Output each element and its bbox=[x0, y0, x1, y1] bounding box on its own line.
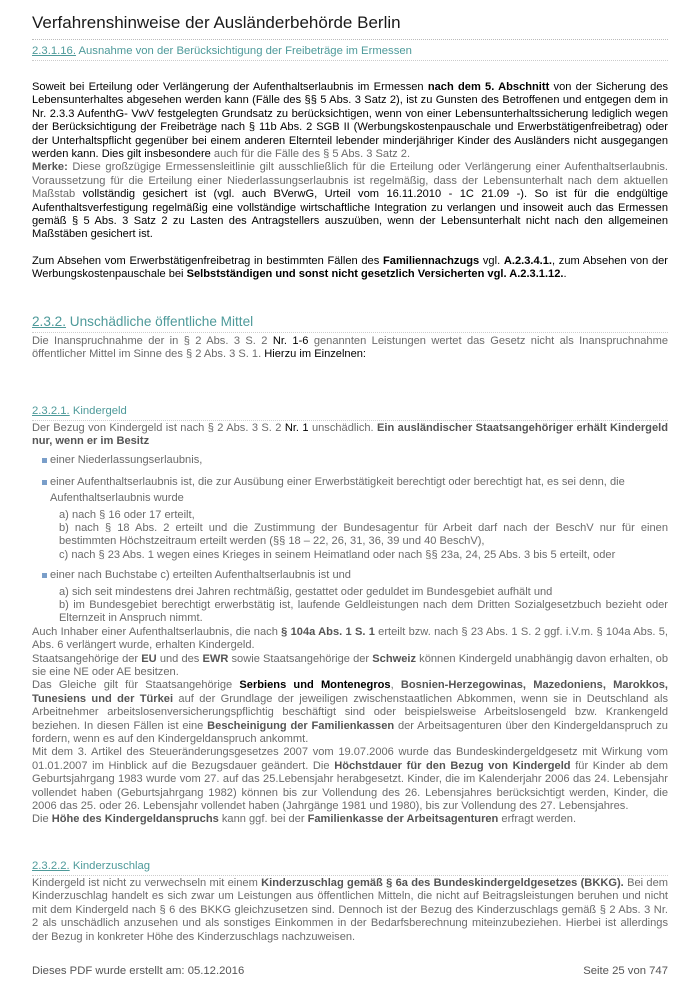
sub-item: b) nach § 18 Abs. 2 erteilt und die Zustimmung der Bundesagentur für Arbeit darf nach der BeschV nur für einen bestimmten Höchstzeitraum erteilt werden (§§ 18 – 22, 26, 31, 36, 39 und 40 BeschV), bbox=[59, 521, 668, 548]
section-title: Kindergeld bbox=[72, 404, 127, 417]
paragraph: Die Höhe des Kindergeldanspruchs kann ggf. bei der Familienkasse der Arbeitsagenturen erfragt werden. bbox=[32, 813, 577, 826]
sub-item: c) nach § 23 Abs. 1 wegen eines Krieges in seinem Heimatland oder nach §§ 23a, 24, 25 Abs. 3 bis 5 erteilt, oder bbox=[59, 548, 616, 561]
paragraph: Zum Absehen vom Erwerbstätigenfreibetrag in bestimmten Fällen des Familiennachzugs vgl. A.2.3.4.1., zum Absehen von der Werbungskostenpauschale bei Selbstständigen und sonst nicht gesetzlich Versicherten vgl. A.2.3.1.12.. bbox=[32, 254, 668, 281]
document-page bbox=[32, 0, 668, 944]
section-heading-2-3-2-2 bbox=[32, 860, 668, 876]
sub-item: a) sich seit mindestens drei Jahren rechtmäßig, gestattet oder geduldet im Bundesgebiet aufhält und bbox=[59, 585, 553, 598]
paragraph: Staatsangehörige der EU und des EWR sowie Staatsangehörige der Schweiz können Kindergeld unabhängig davon erhalten, ob sie eine NE oder AE besitzen. bbox=[32, 652, 668, 678]
section-number-link[interactable]: 2.3.1.16. bbox=[32, 45, 76, 57]
document-title: Verfahrenshinweise der Ausländerbehörde Berlin bbox=[32, 13, 668, 40]
paragraph: Soweit bei Erteilung oder Verlängerung der Aufenthaltserlaubnis im Ermessen nach dem 5. Abschnitt von der Sicherung des Lebensunterhaltes abgesehen werden kann (Fälle des §§ 5 Abs. 3 Satz 2), ist zu Gunsten des Betroffenen und entgegen dem in Nr. 2.3.3 AufenthG- VwV festgelegten Grundsatz zu berücksichtigen, wenn von einer Lebensunterhaltssicherung lediglich wegen der Berücksichtigung der Freibeträge nach § 11b Abs. 2 SGB II (Werbungskostenpauschale und Erwerbstätigenfreibetrag) oder der Unterhaltspflicht gegenüber bei einem anderen Elternteil lebender minderjähriger Kinder des Ausländers nicht ausgegangen werden kann. Dies gilt insbesondere auch für die Fälle des § 5 Abs. 3 Satz 2. bbox=[32, 81, 669, 161]
list-item-continuation: Aufenthaltserlaubnis wurde bbox=[50, 492, 184, 505]
section-number-link[interactable]: 2.3.2.1. bbox=[32, 404, 70, 417]
paragraph: Die Inanspruchnahme der in § 2 Abs. 3 S. 2 Nr. 1-6 genannten Leistungen wertet das Gesetz nicht als Inanspruchnahme öffentlicher Mittel im Sinne des § 2 Abs. 3 S. 1. Hierzu im Einzelnen: bbox=[32, 334, 668, 361]
merke-paragraph: Merke: Diese großzügige Ermessensleitlinie gilt ausschließlich für die Erteilung oder Verlängerung einer Aufenthaltserlaubnis. Voraussetzung für die Erteilung einer Niederlassungserlaubnis ist regelmäßig, dass der Lebensunterhalt nach dem aktuellen Maßstab vollständig gesichert ist (vgl. auch BVerwG, Urteil vom 16.11.2010 - 1C 21.09 -). So ist für die endgültige Aufenthaltsverfestigung regelmäßig eine vollständige wirtschaftliche Integration zu verlangen und insoweit auch das Ermessen gemäß § 5 Abs. 3 Satz 2 zu Lasten des Antragstellers auszuüben, wenn der Lebensunterhalt nicht nach den allgemeinen Maßstäben gesichert ist. bbox=[32, 161, 668, 241]
section-heading-2-3-2-1 bbox=[32, 405, 668, 421]
section-title: Ausnahme von der Berücksichtigung der Freibeträge im Ermessen bbox=[78, 45, 412, 57]
list-item: einer Aufenthaltserlaubnis ist, die zur Ausübung einer Erwerbstätigkeit berechtigt oder berechtigt hat, es sei denn, die bbox=[32, 476, 668, 489]
section-heading-2-3-2 bbox=[32, 314, 668, 333]
section-title: Unschädliche öffentliche Mittel bbox=[69, 313, 254, 329]
bullet-icon bbox=[42, 480, 47, 485]
section-heading-2-3-1-16 bbox=[32, 45, 668, 61]
list-item: einer nach Buchstabe c) erteilten Aufenthaltserlaubnis ist und bbox=[32, 569, 668, 582]
paragraph: Der Bezug von Kindergeld ist nach § 2 Abs. 3 S. 2 Nr. 1 unschädlich. Ein ausländischer Staatsangehöriger erhält Kindergeld nur, wenn er im Besitz bbox=[32, 421, 668, 447]
sub-item: b) im Bundesgebiet berechtigt erwerbstätig ist, laufende Geldleistungen nach dem Dritten Sozialgesetzbuch bezieht oder Elternzeit in Anspruch nimmt. bbox=[59, 598, 668, 625]
section-number-link[interactable]: 2.3.2.2. bbox=[32, 859, 70, 872]
paragraph: Auch Inhaber einer Aufenthaltserlaubnis, die nach § 104a Abs. 1 S. 1 erteilt bzw. nach § 23 Abs. 1 S. 2 ggf. i.V.m. § 104a Abs. 5, Abs. 6 verlängert wurde, erhalten Kindergeld. bbox=[32, 625, 668, 652]
paragraph: Kindergeld ist nicht zu verwechseln mit einem Kinderzuschlag gemäß § 6a des Bundeskindergeldgesetzes (BKKG). Bei dem Kinderzuschlag handelt es sich zwar um Leistungen aus öffentlichen Mitteln, die nicht auf Beitragsleistungen beruhen und nicht mit dem Kindergeld nach § 6 des BKKG gleichzusetzen sind. Dennoch ist der Bezug des Kinderzuschlags gemäß § 2 Abs. 3 Nr. 2 als unschädlich anzusehen und als sonstiges Einkommen in der Bedarfsberechnung miteinzubeziehen. Hierbei ist allerdings der Bezug in konkreter Höhe des Kinderzuschlags nachzuweisen. bbox=[32, 876, 669, 943]
bullet-icon bbox=[42, 573, 47, 578]
bullet-icon bbox=[42, 458, 47, 463]
page-footer bbox=[32, 965, 668, 977]
section-title: Kinderzuschlag bbox=[72, 859, 151, 872]
paragraph: Das Gleiche gilt für Staatsangehörige Serbiens und Montenegros, Bosnien-Herzegowinas, Mazedoniens, Marokkos, Tunesiens und der Türkei auf der Grundlage der jeweiligen zwischenstaatlichen Abkommen, wenn sie in Deutschland als Arbeitnehmer arbeitslosenversicherungspflichtig beschäftigt sind oder beispielsweise Arbeitslosengeld bzw. Krankengeld beziehen. In diesen Fällen ist eine Bescheinigung der Familienkassen der Arbeitsagenturen über den Kindergeldanspruch zu fordern, wenn es auf den Kindergeldanspruch ankommt. bbox=[32, 679, 668, 746]
page-number: Seite 25 von 747 bbox=[583, 965, 668, 977]
list-item: einer Niederlassungserlaubnis, bbox=[32, 454, 668, 467]
section-number-link[interactable]: 2.3.2. bbox=[32, 313, 67, 329]
created-date: Dieses PDF wurde erstellt am: 05.12.2016 bbox=[32, 965, 245, 977]
sub-item: a) nach § 16 oder 17 erteilt, bbox=[59, 508, 195, 521]
paragraph: Mit dem 3. Artikel des Steueränderungsgesetzes 2007 vom 19.07.2006 wurde das Bundeskindergeldgesetz mit Wirkung vom 01.01.2007 im Hinblick auf die Bezugsdauer geändert. Die Höchstdauer für den Bezug von Kindergeld für Kinder ab dem Geburtsjahrgang 1983 wurde vom 27. auf das 25.Lebensjahr herabgesetzt. Kinder, die im Kalenderjahr 2006 das 24. Lebensjahr vollendet haben (Geburtsjahrgang 1982) können bis zur Vollendung des 26. Lebensjahres berücksichtigt werden, Kinder, die 2006 das 25. oder 26. Lebensjahr vollendet haben (Jahrgänge 1981 und 1980), bis zur Vollendung des 27. Lebensjahres. bbox=[32, 746, 669, 813]
